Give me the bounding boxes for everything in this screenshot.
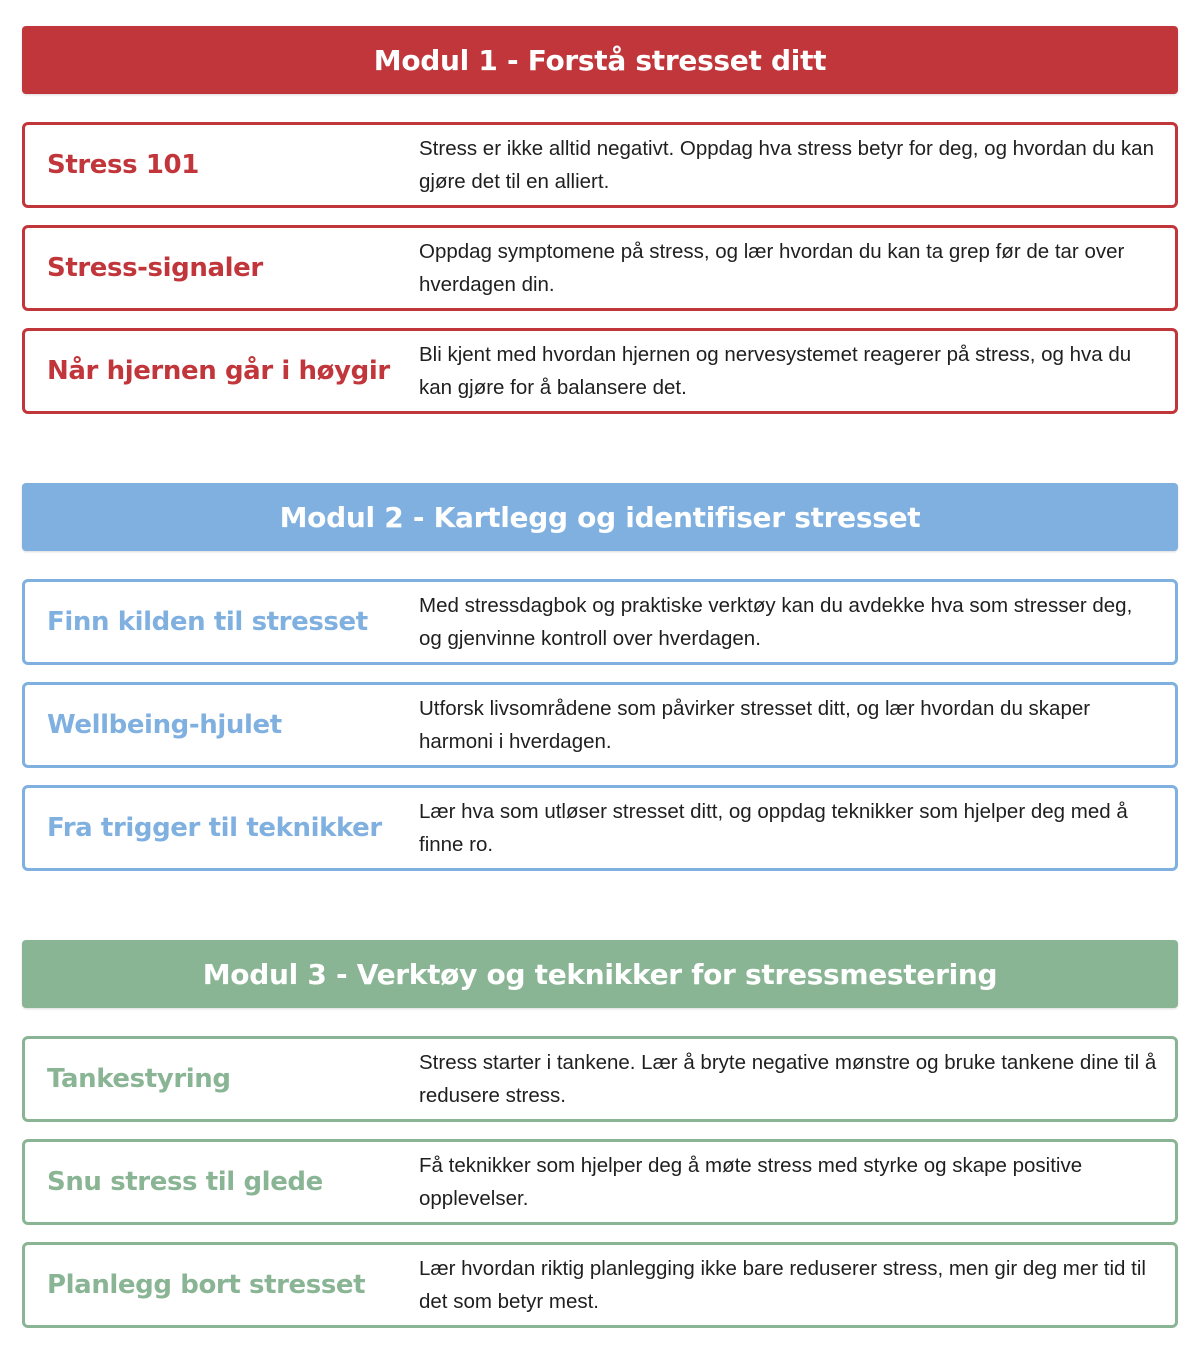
module-2: [22, 483, 1178, 871]
lesson-description: Utforsk livsområdene som påvirker stresset ditt, og lær hvordan du skaper harmoni i hverdagen.: [419, 697, 1091, 753]
lesson-card: [22, 1139, 1178, 1225]
lesson-description: Oppdag symptomene på stress, og lær hvordan du kan ta grep før de tar over hverdagen din.: [419, 240, 1125, 296]
module-1-header: Modul 1 - Forstå stresset ditt: [22, 26, 1178, 94]
lesson-description: Bli kjent med hvordan hjernen og nervesystemet reagerer på stress, og hva du kan gjøre for å balansere det.: [419, 343, 1132, 399]
module-3-lessons: [22, 1036, 1178, 1328]
lesson-title: Snu stress til glede: [47, 1167, 323, 1197]
lesson-card: [22, 122, 1178, 208]
lesson-title: Planlegg bort stresset: [47, 1270, 366, 1300]
lesson-description: Få teknikker som hjelper deg å møte stress med styrke og skape positive opplevelser.: [419, 1154, 1083, 1210]
lesson-card: [22, 1036, 1178, 1122]
module-1-lessons: [22, 122, 1178, 414]
lesson-card: [22, 682, 1178, 768]
lesson-card: [22, 328, 1178, 414]
lesson-title: Fra trigger til teknikker: [47, 813, 382, 843]
lesson-description: Med stressdagbok og praktiske verktøy kan du avdekke hva som stresser deg, og gjenvinne kontroll over hverdagen.: [419, 594, 1133, 650]
module-3-header: Modul 3 - Verktøy og teknikker for stressmestering: [22, 940, 1178, 1008]
module-3: [22, 940, 1178, 1328]
lesson-description: Stress starter i tankene. Lær å bryte negative mønstre og bruke tankene dine til å redusere stress.: [419, 1051, 1157, 1107]
lesson-title: Når hjernen går i høygir: [47, 356, 390, 386]
lesson-title: Stress 101: [47, 150, 199, 180]
module-1: [22, 26, 1178, 414]
lesson-title: Tankestyring: [47, 1064, 231, 1094]
lesson-title: Wellbeing-hjulet: [47, 710, 282, 740]
lesson-description: Lær hva som utløser stresset ditt, og oppdag teknikker som hjelper deg med å finne ro.: [419, 800, 1128, 856]
lesson-title: Finn kilden til stresset: [47, 607, 368, 637]
module-2-header: Modul 2 - Kartlegg og identifiser stresset: [22, 483, 1178, 551]
lesson-card: [22, 1242, 1178, 1328]
lesson-card: [22, 785, 1178, 871]
lesson-title: Stress-signaler: [47, 253, 263, 283]
lesson-description: Stress er ikke alltid negativt. Oppdag hva stress betyr for deg, og hvordan du kan gjøre det til en alliert.: [419, 137, 1154, 193]
module-2-lessons: [22, 579, 1178, 871]
lesson-card: [22, 225, 1178, 311]
lesson-card: [22, 579, 1178, 665]
lesson-description: Lær hvordan riktig planlegging ikke bare reduserer stress, men gir deg mer tid til det som betyr mest.: [419, 1257, 1146, 1313]
